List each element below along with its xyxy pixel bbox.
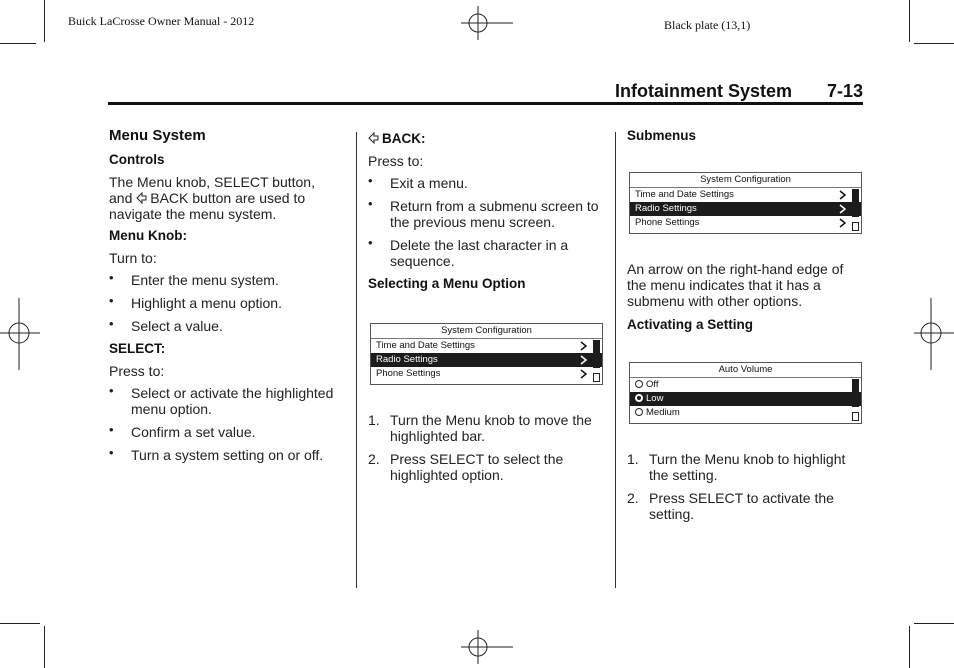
crop-mark: [0, 43, 36, 44]
selecting-heading: Selecting a Menu Option: [368, 276, 526, 291]
list-item: • Highlight a menu option.: [109, 295, 349, 311]
section-title: Infotainment System: [615, 81, 793, 101]
header-rule: [108, 102, 863, 105]
screen-row: Off: [630, 378, 861, 392]
crop-mark: [914, 623, 954, 624]
menu-knob-list: [109, 272, 349, 334]
back-arrow-icon: [368, 132, 379, 144]
list-item: 2. Press SELECT to activate the setting.: [627, 490, 834, 522]
screen-row-selected: Radio Settings: [630, 202, 861, 216]
menu-screen-illustration: [370, 323, 603, 385]
back-heading: BACK:: [368, 131, 606, 147]
screen-row-selected: Radio Settings: [371, 353, 602, 367]
screen-title: Auto Volume: [630, 363, 861, 378]
auto-volume-screen-illustration: [629, 362, 862, 424]
list-item: 2. Press SELECT to select the highlighted option.: [368, 451, 564, 483]
registration-mark-icon: [914, 298, 954, 370]
submenus-heading: Submenus: [627, 128, 697, 143]
column-divider: [356, 132, 357, 588]
controls-text: The Menu knob, SELECT button, and BACK button are used to navigate the menu system.: [109, 174, 315, 222]
radio-off-icon: [635, 408, 643, 416]
crop-mark: [44, 0, 45, 42]
list-item: • Turn a system setting on or off.: [109, 447, 349, 463]
column-back-selecting: [368, 131, 606, 298]
back-arrow-icon: [136, 192, 147, 204]
list-item: • Confirm a set value.: [109, 424, 349, 440]
scrollbar: [852, 379, 859, 421]
crop-mark: [914, 43, 954, 44]
selecting-steps: [368, 412, 606, 490]
menu-system-heading: Menu System: [109, 127, 206, 144]
chevron-right-icon: [839, 190, 847, 200]
submenus-text: An arrow on the right-hand edge of the menu indicates that it has a submenu with other options.: [627, 261, 844, 309]
submenus-text-block: [627, 261, 863, 339]
manual-title: Buick LaCrosse Owner Manual - 2012: [68, 14, 255, 28]
select-intro: Press to:: [109, 363, 165, 379]
list-item: 1. Turn the Menu knob to move the highlighted bar.: [368, 412, 592, 444]
screen-row: Time and Date Settings: [630, 188, 861, 202]
list-item: • Exit a menu.: [368, 175, 606, 191]
registration-mark-icon: [461, 6, 513, 40]
crop-mark: [909, 0, 910, 42]
crop-mark: [44, 626, 45, 668]
menu-knob-intro: Turn to:: [109, 250, 157, 266]
activating-steps: [627, 451, 863, 529]
radio-off-icon: [635, 380, 643, 388]
chevron-right-icon: [580, 355, 588, 365]
column-submenus: [627, 128, 863, 150]
list-item: 1. Turn the Menu knob to highlight the setting.: [627, 451, 846, 483]
list-item: • Select a value.: [109, 318, 349, 334]
select-heading: SELECT:: [109, 341, 166, 356]
scrollbar: [852, 189, 859, 231]
screen-title: System Configuration: [630, 173, 861, 188]
screen-title: System Configuration: [371, 324, 602, 339]
list-item: • Delete the last character in a sequence.: [368, 237, 606, 269]
screen-row: Time and Date Settings: [371, 339, 602, 353]
radio-on-icon: [635, 394, 643, 402]
list-item: • Return from a submenu screen to the previous menu screen.: [368, 198, 606, 230]
crop-mark: [909, 626, 910, 668]
registration-mark-icon: [0, 298, 40, 370]
column-divider: [615, 132, 616, 588]
select-list: [109, 385, 349, 463]
chevron-right-icon: [839, 218, 847, 228]
back-intro: Press to:: [368, 153, 424, 169]
list-item: • Enter the menu system.: [109, 272, 349, 288]
scrollbar: [593, 340, 600, 382]
crop-mark: [0, 623, 40, 624]
plate-label: Black plate (13,1): [664, 18, 751, 32]
screen-row: Phone Settings: [371, 367, 602, 381]
activating-heading: Activating a Setting: [627, 317, 754, 332]
back-list: [368, 175, 606, 269]
registration-mark-icon: [461, 630, 513, 664]
controls-heading: Controls: [109, 152, 165, 167]
screen-row: Medium: [630, 406, 861, 420]
list-item: • Select or activate the highlighted menu option.: [109, 385, 349, 417]
menu-knob-heading: Menu Knob:: [109, 228, 187, 243]
chevron-right-icon: [839, 204, 847, 214]
chevron-right-icon: [580, 341, 588, 351]
chevron-right-icon: [580, 369, 588, 379]
screen-row-selected: Low: [630, 392, 861, 406]
submenu-screen-illustration: [629, 172, 862, 234]
page-number: 7-13: [827, 81, 864, 101]
screen-row: Phone Settings: [630, 216, 861, 230]
column-menu-system: [109, 128, 349, 470]
